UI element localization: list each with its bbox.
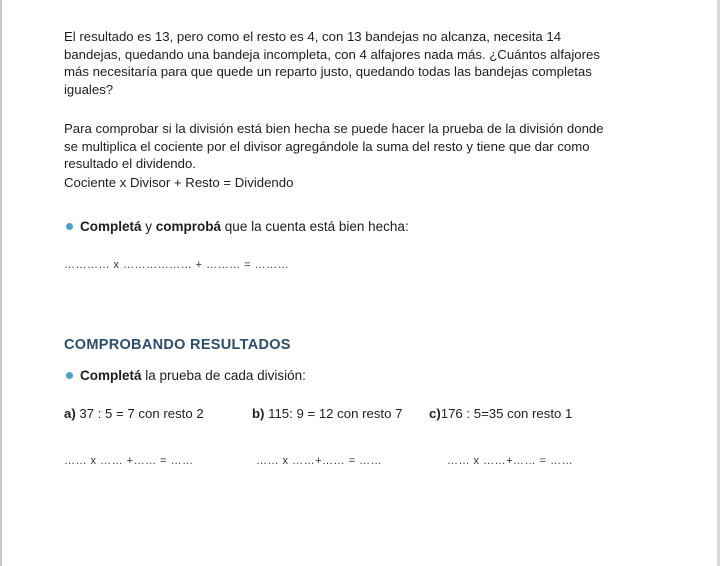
intro-paragraph: El resultado es 13, pero como el resto es 4, con 13 bandejas no alcanza, necesita 14 bandejas, quedando una bandeja incompleta, con 4 alfajores nada más. ¿Cuántos alfajores más necesitaría para que quede un reparto justo, quedando todas las bandejas completas iguales? bbox=[64, 29, 600, 97]
exercise-a bbox=[64, 406, 204, 421]
exercise-text: 37 : 5 = 7 con resto 2 bbox=[75, 406, 204, 421]
fill-in-line-c[interactable]: …… x ……+…… = …… bbox=[447, 455, 574, 467]
task1-bold-comproba: comprobá bbox=[155, 219, 222, 234]
exercise-b bbox=[252, 406, 402, 421]
fill-in-line-a[interactable]: …… x …… +…… = …… bbox=[64, 455, 194, 467]
explanation-paragraph: Para comprobar si la división está bien hecha se puede hacer la prueba de la división donde se multiplica el cociente por el divisor agregándole la suma del resto y tiene que dar como resultado el dividendo. bbox=[64, 121, 604, 171]
task-completa-comproba bbox=[66, 219, 409, 234]
exercise-label: a) bbox=[64, 406, 76, 421]
section-heading: COMPROBANDO RESULTADOS bbox=[64, 337, 291, 353]
fill-in-line-main[interactable]: ………… x ……………… + ……… = ……… bbox=[64, 259, 290, 271]
task2-rest: la prueba de cada división: bbox=[141, 368, 306, 383]
formula-line: Cociente x Divisor + Resto = Dividendo bbox=[64, 175, 294, 190]
exercise-c bbox=[429, 406, 572, 421]
exercise-label: b) bbox=[252, 406, 265, 421]
bullet-dot-icon bbox=[66, 223, 73, 230]
left-edge bbox=[0, 0, 2, 566]
fill-in-line-b[interactable]: …… x ……+…… = …… bbox=[256, 455, 383, 467]
task1-mid: y bbox=[141, 219, 156, 234]
task2-bold-completa: Completá bbox=[80, 368, 142, 383]
bullet-dot-icon bbox=[66, 372, 73, 379]
exercise-label: c) bbox=[429, 406, 441, 421]
task1-bold-completa: Completá bbox=[80, 219, 142, 234]
exercise-text: 115: 9 = 12 con resto 7 bbox=[264, 406, 403, 421]
task1-rest: que la cuenta está bien hecha: bbox=[221, 219, 409, 234]
task-completa-prueba bbox=[66, 368, 306, 383]
exercise-text: 176 : 5=35 con resto 1 bbox=[440, 406, 573, 421]
